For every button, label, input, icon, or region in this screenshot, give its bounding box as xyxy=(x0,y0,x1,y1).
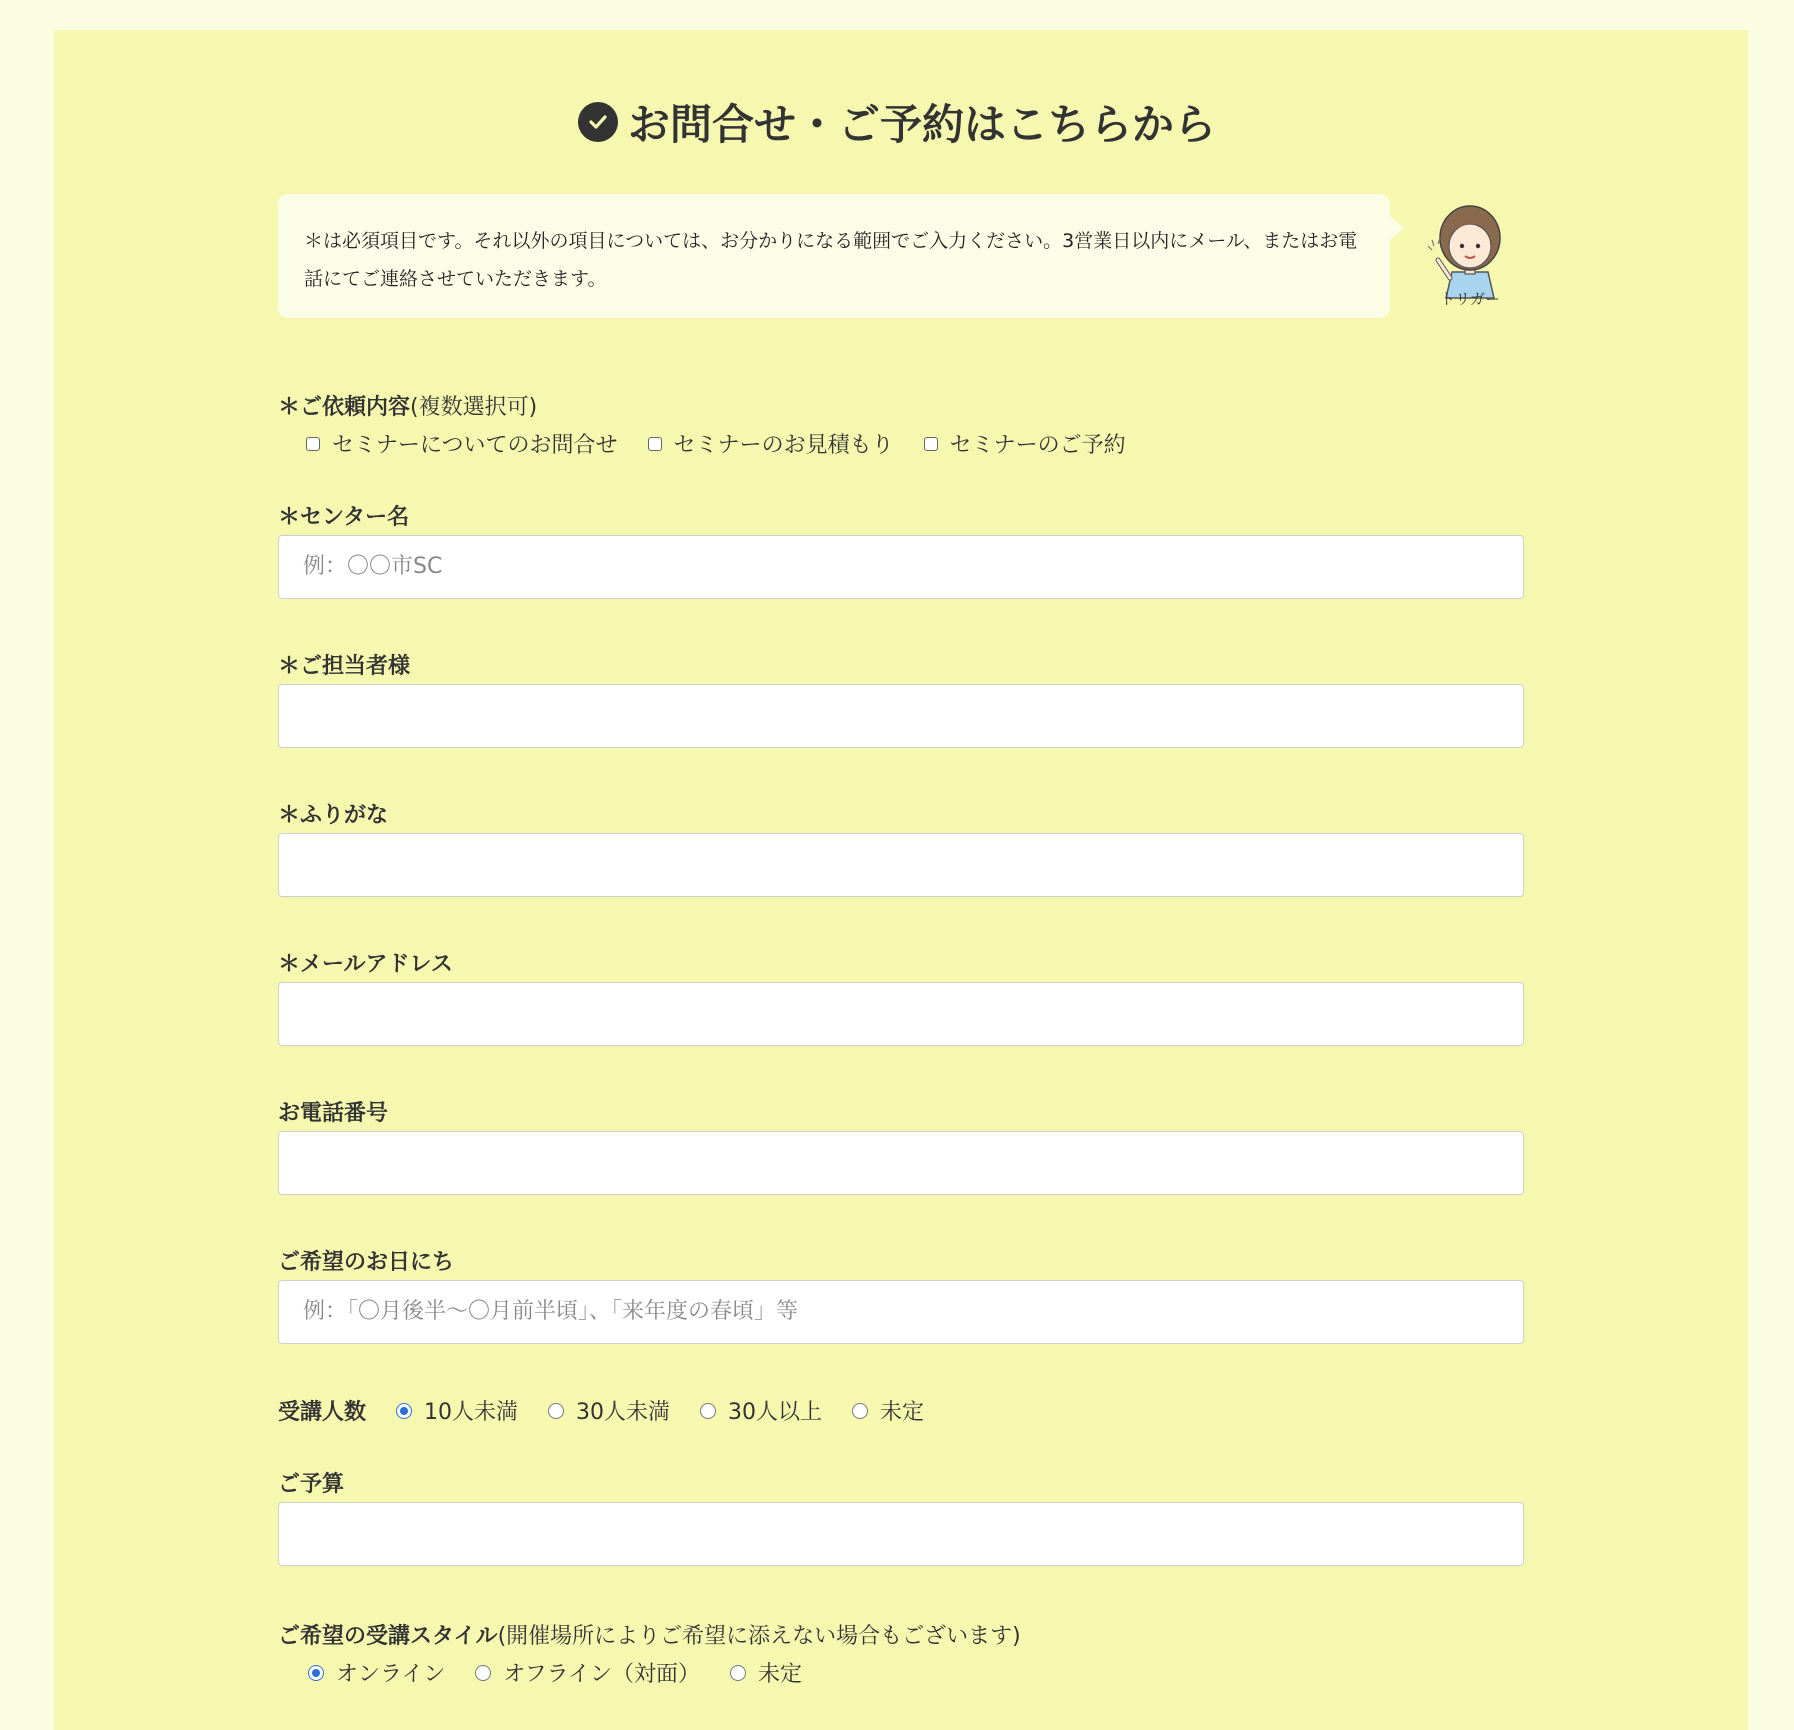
option-label: セミナーについてのお問合せ xyxy=(332,433,618,458)
avatar-caption: トリガー xyxy=(1440,290,1500,308)
attendees-option-undecided[interactable] xyxy=(852,1395,924,1426)
request-label-text: ＊ご依頼内容 xyxy=(278,395,411,420)
option-label: オフライン（対面） xyxy=(503,1662,701,1687)
style-label xyxy=(278,1619,1021,1650)
option-label: 未定 xyxy=(880,1400,925,1425)
request-option-inquiry[interactable] xyxy=(306,428,618,459)
option-label: 未定 xyxy=(758,1662,803,1687)
option-label: 30人未満 xyxy=(576,1400,671,1425)
option-label: セミナーのご予約 xyxy=(949,433,1126,458)
radio-button-selected[interactable] xyxy=(308,1665,324,1681)
page-title xyxy=(0,92,1794,152)
email-label: ＊メールアドレス xyxy=(278,952,453,977)
option-label: 30人以上 xyxy=(728,1400,823,1425)
date-input[interactable]: 例：「〇月後半〜〇月前半頃」、「来年度の春頃」等 xyxy=(278,1280,1524,1344)
option-label: 10人未満 xyxy=(424,1400,519,1425)
checkbox[interactable] xyxy=(648,437,662,451)
option-label: セミナーのお見積もり xyxy=(673,433,894,458)
attendees-option-under10[interactable] xyxy=(396,1395,518,1426)
style-options xyxy=(308,1657,832,1688)
center-name-input[interactable]: 例：〇〇市SC xyxy=(278,535,1524,599)
request-options xyxy=(306,428,1156,459)
style-option-online[interactable] xyxy=(308,1657,445,1688)
furigana-input[interactable] xyxy=(278,833,1524,897)
attendees-row xyxy=(278,1395,954,1426)
phone-input[interactable] xyxy=(278,1131,1524,1195)
contact-person-label: ＊ご担当者様 xyxy=(278,654,411,679)
center-label: ＊センター名 xyxy=(278,505,410,530)
style-label-sub: (開催場所によりご希望に添えない場合もございます) xyxy=(497,1624,1021,1649)
style-option-undecided[interactable] xyxy=(730,1657,802,1688)
radio-button[interactable] xyxy=(730,1665,746,1681)
radio-button-selected[interactable] xyxy=(396,1403,412,1419)
budget-label: ご予算 xyxy=(278,1472,345,1497)
page-title-text: お問合せ・ご予約はこちらから xyxy=(627,100,1216,149)
attendees-option-over30[interactable] xyxy=(700,1395,822,1426)
phone-label: お電話番号 xyxy=(278,1101,389,1126)
request-option-estimate[interactable] xyxy=(648,428,894,459)
style-option-offline[interactable] xyxy=(475,1657,700,1688)
notice-text: ＊は必須項目です。それ以外の項目については、お分かりになる範囲でご入力ください。3営業日以内にメール、またはお電話にてご連絡させていただきます。 xyxy=(304,230,1358,290)
request-label xyxy=(278,390,537,421)
contact-person-input[interactable] xyxy=(278,684,1524,748)
option-label: オンライン xyxy=(336,1662,446,1687)
radio-button[interactable] xyxy=(548,1403,564,1419)
radio-button[interactable] xyxy=(852,1403,868,1419)
attendees-option-under30[interactable] xyxy=(548,1395,670,1426)
request-option-reservation[interactable] xyxy=(924,428,1126,459)
radio-button[interactable] xyxy=(475,1665,491,1681)
radio-button[interactable] xyxy=(700,1403,716,1419)
furigana-label: ＊ふりがな xyxy=(278,803,389,828)
budget-input[interactable] xyxy=(278,1502,1524,1566)
request-label-sub: (複数選択可) xyxy=(410,395,538,420)
style-label-text: ご希望の受講スタイル xyxy=(278,1624,498,1649)
date-label: ご希望のお日にち xyxy=(278,1250,455,1275)
check-circle-icon xyxy=(578,102,618,142)
checkbox[interactable] xyxy=(306,437,320,451)
notice-bubble xyxy=(278,194,1390,318)
checkbox[interactable] xyxy=(924,437,938,451)
attendees-label: 受講人数 xyxy=(278,1400,367,1425)
email-input[interactable] xyxy=(278,982,1524,1046)
